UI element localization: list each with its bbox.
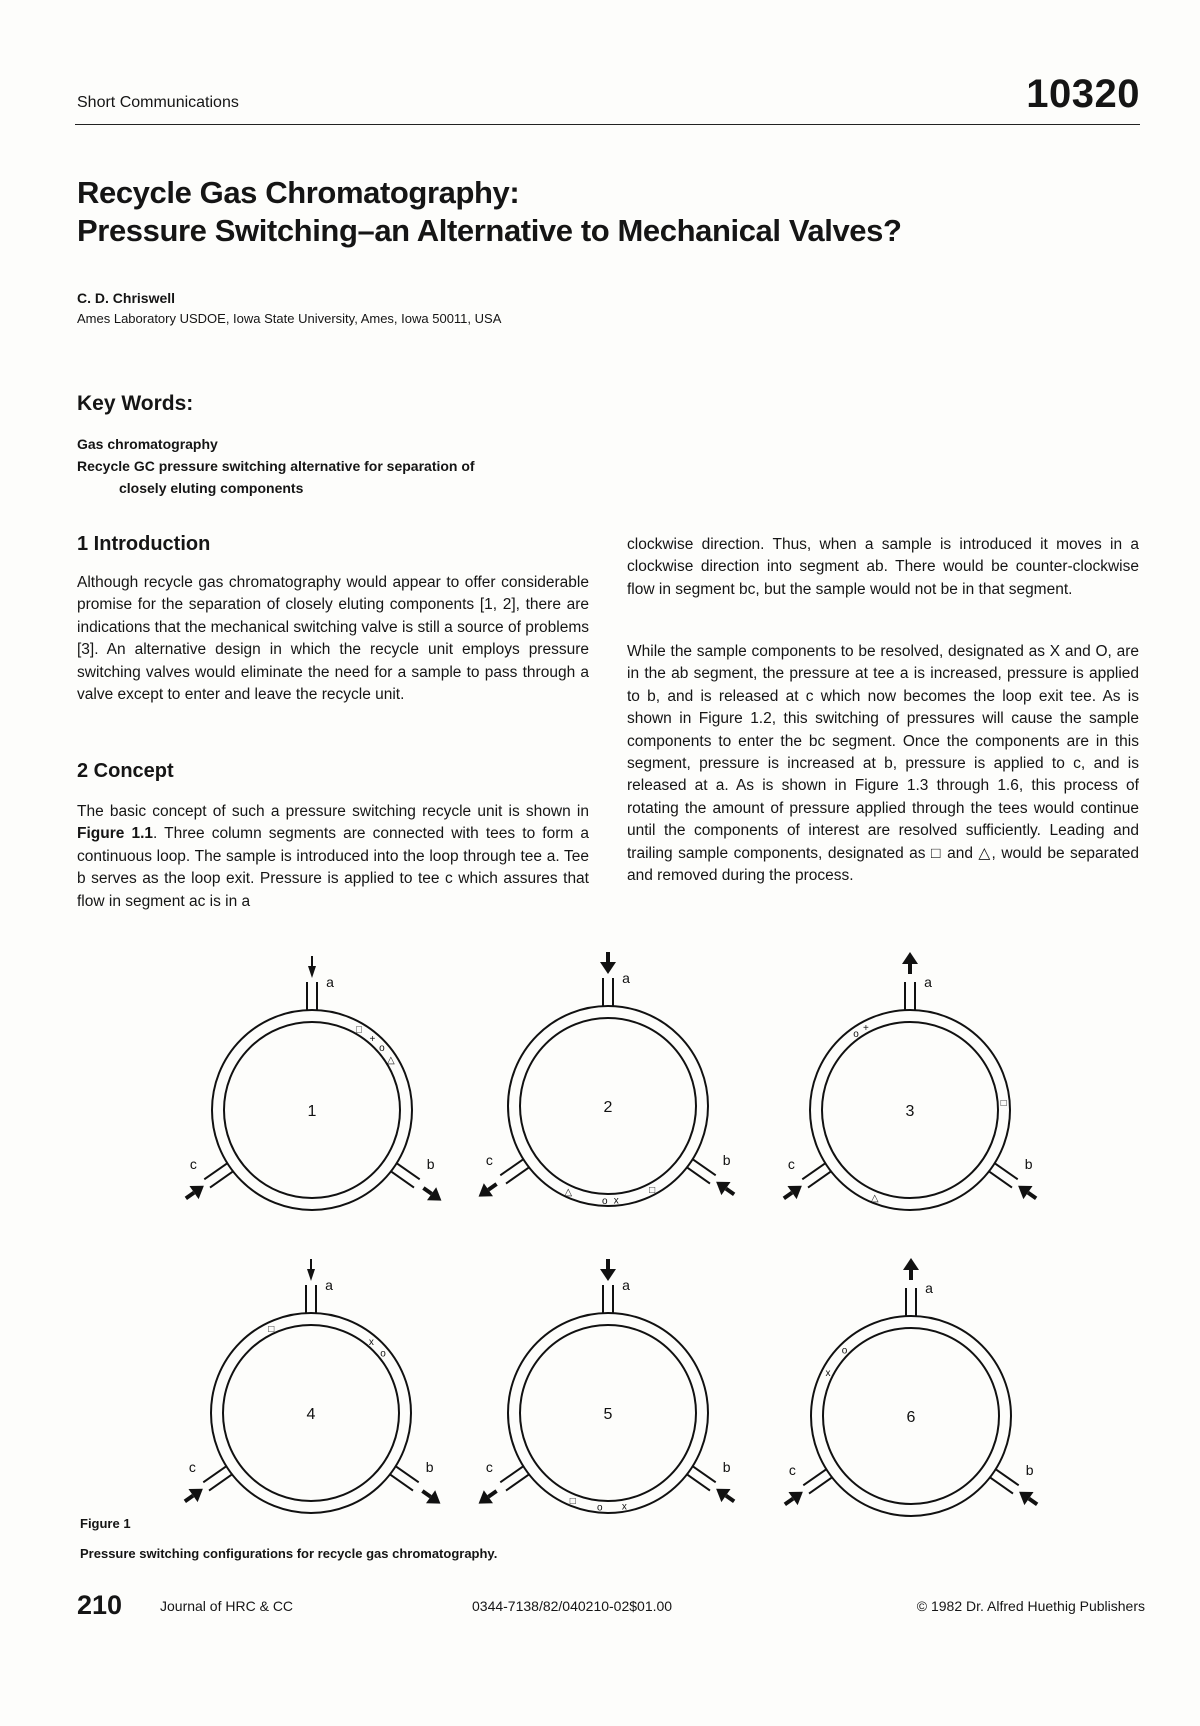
sample-marker: + <box>862 1023 869 1035</box>
ring-panel-3 <box>784 952 1036 1210</box>
continuation-paragraph: clockwise direction. Thus, when a sample is introduced it moves in a clockwise direction into segment ab. There would be counter-clockwise flow in segment bc, but the sample would not be in that segment. <box>627 536 1139 598</box>
tee-c <box>479 1152 529 1197</box>
keyword-item-continuation: closely eluting components <box>119 480 304 496</box>
sample-marker: □ <box>1000 1097 1007 1109</box>
intro-heading <box>77 533 589 555</box>
tee-label-b: b <box>722 1151 731 1168</box>
article-title <box>77 174 902 250</box>
copyright-notice: © 1982 Dr. Alfred Huethig Publishers <box>916 1598 1145 1614</box>
figure-caption: Pressure switching configurations for recycle gas chromatography. <box>80 1546 498 1561</box>
flow-arrow-head <box>902 952 918 964</box>
ring-panel-5 <box>479 1259 735 1514</box>
right-column-para-2 <box>627 641 1139 887</box>
flow-arrow-shaft <box>726 1496 734 1502</box>
concept-heading <box>77 760 589 782</box>
tee-label-a: a <box>925 1280 933 1296</box>
sample-marker: o <box>841 1345 848 1357</box>
flow-arrow-shaft <box>488 1184 496 1190</box>
sample-marker: □ <box>268 1323 275 1335</box>
panel-number: 4 <box>306 1406 316 1423</box>
sample-marker: x <box>621 1501 627 1513</box>
ring-panel-4 <box>185 1259 441 1513</box>
tee-label-a: a <box>325 1277 333 1293</box>
switching-paragraph: While the sample components to be resolved, designated as X and O, are in the ab segment, the pressure at tee a is increased, pressure is applied to b, and is released at c which now becomes the loop exit tee. As is shown in Figure 1.2, this switching of pressures will cause the sample components to enter the bc segment. Once the components are in this segment, pressure is increased at b, pressure is applied to c, and is released at a. As is shown in Figure 1.3 through 1.6, this process of rotating the amount of pressure applied through the tees would continue until the components of interest are resolved sufficiently. Leading and trailing sample components, designated as □ and △, would be separated and removed during the process. <box>627 643 1139 885</box>
flow-arrow-shaft <box>423 1188 431 1194</box>
sample-marker: x <box>368 1336 374 1348</box>
article-number: 10320 <box>1026 72 1140 116</box>
tee-label-b: b <box>722 1458 731 1475</box>
sample-marker: □ <box>569 1496 576 1508</box>
tee-label-c: c <box>485 1151 493 1168</box>
tee-label-b: b <box>1024 1155 1033 1172</box>
panel-number: 2 <box>603 1099 613 1116</box>
tee-label-b: b <box>426 1155 435 1172</box>
flow-arrow-shaft <box>1028 1193 1036 1199</box>
sample-marker: o <box>379 1043 385 1055</box>
tee-label-a: a <box>924 974 932 990</box>
flow-arrow-shaft <box>726 1189 734 1195</box>
sample-marker: o <box>853 1028 859 1040</box>
concept-heading-text: 2 Concept <box>77 760 174 782</box>
tee-label-a: a <box>622 970 630 986</box>
flow-arrow-shaft <box>784 1193 792 1199</box>
tee-a <box>306 1259 333 1313</box>
sample-marker: □ <box>649 1184 656 1196</box>
flow-arrow-shaft <box>186 1193 194 1199</box>
flow-arrow-head <box>903 1258 919 1270</box>
right-column-para-1 <box>627 534 1139 601</box>
concept-text-start: The basic concept of such a pressure switching recycle unit is shown in <box>77 803 589 820</box>
figure-label: Figure 1 <box>80 1516 131 1531</box>
author-affiliation: Ames Laboratory USDOE, Iowa State University, Ames, Iowa 50011, USA <box>77 311 502 326</box>
sample-marker: o <box>601 1195 608 1207</box>
flow-arrow-shaft <box>185 1496 193 1502</box>
intro-paragraph: Although recycle gas chromatography would appear to offer considerable promise for the separation of closely eluting components [1, 2], there are indications that the mechanical switching valve is still a source of problems [3]. An alternative design in which the recycle unit employs pressure switching valves would eliminate the need for a sample to pass through a valve except to enter and leave the recycle unit. <box>77 574 589 704</box>
figure-1-diagram <box>0 940 1200 1520</box>
tee-a <box>600 1259 630 1313</box>
ring-panel-6 <box>785 1258 1037 1516</box>
panel-number: 1 <box>307 1103 317 1120</box>
panel-number: 5 <box>603 1406 613 1423</box>
concept-text-end: . Three column segments are connected with tees to form a continuous loop. The sample is introduced into the loop through tee a. Tee b serves as the loop exit. Pressure is applied to tee c which assures that flow in segment ac is in a <box>77 825 589 910</box>
intro-heading-text: 1 Introduction <box>77 533 211 555</box>
panel-number: 3 <box>905 1103 915 1120</box>
flow-arrow-shaft <box>785 1499 793 1505</box>
tee-label-c: c <box>788 1461 796 1478</box>
tee-label-c: c <box>189 1155 197 1172</box>
tee-b <box>391 1156 441 1201</box>
article-code: 0344-7138/82/040210-02$01.00 <box>472 1598 673 1614</box>
sample-marker: △ <box>564 1187 573 1199</box>
sample-marker: o <box>597 1502 603 1514</box>
title-line-2: Pressure Switching–an Alternative to Mechanical Valves? <box>77 213 902 248</box>
author-name: C. D. Chriswell <box>77 290 176 306</box>
keyword-item: Gas chromatography <box>77 436 218 452</box>
figure-reference: Figure 1.1 <box>77 825 154 843</box>
tee-label-b: b <box>425 1458 434 1475</box>
flow-arrow-head <box>308 966 316 978</box>
tee-a <box>902 952 932 1010</box>
flow-arrow-head <box>307 1269 315 1281</box>
sample-marker: + <box>369 1033 376 1045</box>
concept-paragraph <box>77 801 589 913</box>
sample-marker: △ <box>386 1054 395 1066</box>
header-divider <box>75 124 1140 125</box>
tee-a <box>903 1258 933 1316</box>
flow-arrow-head <box>600 1269 616 1281</box>
intro-body <box>77 572 589 706</box>
sample-marker: o <box>380 1348 386 1360</box>
flow-arrow-head <box>600 962 616 974</box>
sample-marker: △ <box>870 1193 879 1205</box>
keywords-list <box>77 433 592 499</box>
tee-c <box>479 1459 529 1504</box>
sample-marker: x <box>825 1367 831 1379</box>
page-number: 210 <box>77 1590 123 1620</box>
flow-arrow-shaft <box>422 1491 430 1497</box>
tee-a <box>307 956 334 1010</box>
flow-arrow-shaft <box>1029 1499 1037 1505</box>
tee-label-b: b <box>1025 1461 1034 1478</box>
keywords-heading: Key Words: <box>77 392 194 415</box>
section-label: Short Communications <box>77 94 239 111</box>
keyword-item: Recycle GC pressure switching alternative for separation of <box>77 458 475 474</box>
tee-label-c: c <box>485 1458 493 1475</box>
ring-panel-2 <box>479 952 735 1207</box>
tee-label-c: c <box>188 1458 196 1475</box>
tee-a <box>600 952 630 1006</box>
ring-panel-1 <box>186 956 442 1210</box>
tee-b <box>390 1459 440 1504</box>
journal-name: Journal of HRC & CC <box>160 1598 294 1614</box>
flow-arrow-shaft <box>488 1491 496 1497</box>
title-line-1: Recycle Gas Chromatography: <box>77 175 520 210</box>
tee-label-a: a <box>622 1277 630 1293</box>
tee-label-c: c <box>787 1155 795 1172</box>
sample-marker: □ <box>355 1024 363 1036</box>
concept-body <box>77 801 589 913</box>
tee-label-a: a <box>326 974 334 990</box>
panel-number: 6 <box>906 1409 916 1426</box>
sample-marker: x <box>613 1195 619 1207</box>
